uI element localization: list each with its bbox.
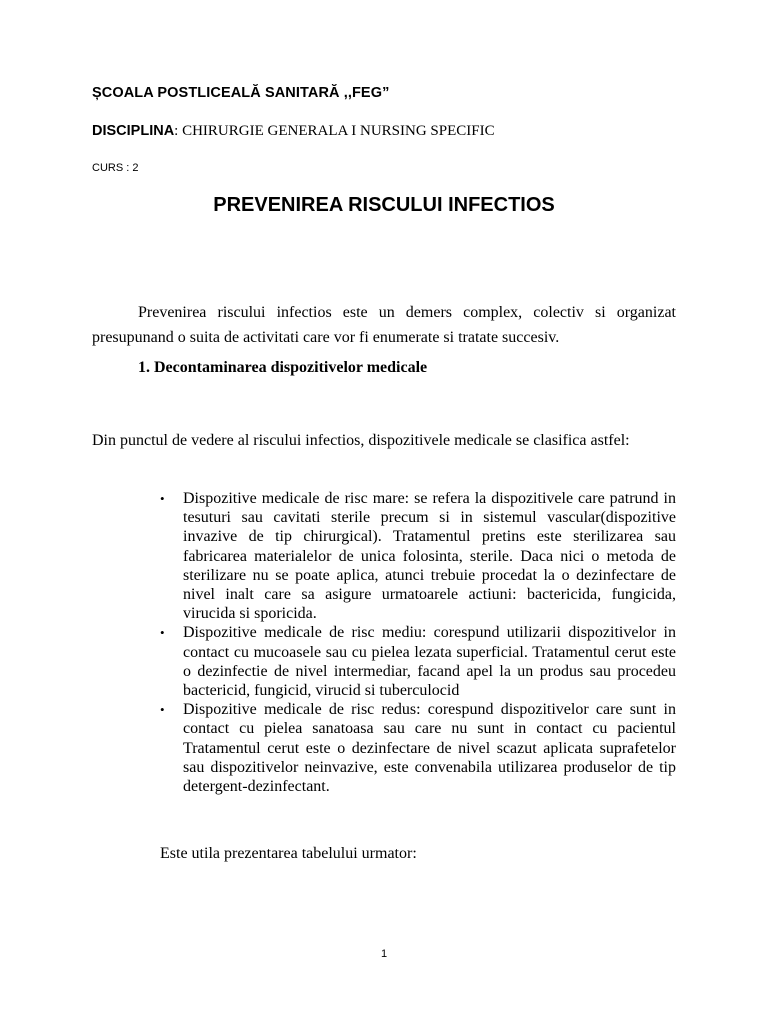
- list-item: [160, 623, 676, 700]
- risk-list: [160, 489, 676, 796]
- table-intro-line: Este utila prezentarea tabelului urmator:: [160, 845, 417, 862]
- bullet-icon: •: [160, 625, 165, 641]
- discipline-line: [92, 123, 495, 140]
- list-item-text: Dispozitive medicale de risc mediu: corespund utilizarii dispozitivelor in contact cu mucoasele sau cu pielea lezata superficial. Tratamentul cerut este o dezinfectie de nivel intermediar, facand apel la un produs sau procedeu bactericid, fungicid, virucid si tuberculocid: [183, 624, 676, 700]
- course-number: CURS : 2: [92, 162, 139, 174]
- discipline-label: DISCIPLINA: [92, 123, 175, 139]
- intro-paragraph: Prevenirea riscului infectios este un demers complex, colectiv si organizat presupunand o suita de activitati care vor fi enumerate si tratate succesiv.: [92, 304, 676, 346]
- page-number: 1: [380, 948, 388, 960]
- discipline-value: : CHIRURGIE GENERALA I NURSING SPECIFIC: [174, 123, 495, 139]
- bullet-icon: •: [160, 702, 165, 718]
- list-item: [160, 700, 676, 796]
- section-heading: 1. Decontaminarea dispozitivelor medicale: [138, 359, 428, 376]
- list-item-text: Dispozitive medicale de risc redus: corespund dispozitivelor care sunt in contact cu pielea sanatoasa sau care nu sunt in contact cu pacientul Tratamentul cerut este o dezinfectare de nivel scazut aplicata suprafetelor sau dispozitivelor neinvazive, este convenabila utilizarea produselor de tip detergent-dezinfectant.: [183, 701, 676, 796]
- list-item: [160, 489, 676, 623]
- page-title: PREVENIREA RISCULUI INFECTIOS: [213, 194, 555, 216]
- bullet-icon: •: [160, 491, 165, 506]
- list-item-text: Dispozitive medicale de risc mare: se refera la dispozitivele care patrund in tesuturi sau cavitati sterile precum si in sistemul vascular(dispozitive invazive de tip chirurgical). Tratamentul pretins este sterilizarea sau fabricarea materialelor de unica folosinta, sterile. Daca nici o metoda de sterilizare nu se poate aplica, atunci trebuie procedat la o dezinfectare de nivel inalt care sa asigure urmatoarele actiuni: bactericida, fungicida, virucida si sporicida.: [183, 490, 676, 623]
- classification-intro: Din punctul de vedere al riscului infectios, dispozitivele medicale se clasifica astfel:: [92, 432, 630, 449]
- school-name: ȘCOALA POSTLICEALĂ SANITARĂ ,,FEG”: [92, 85, 390, 101]
